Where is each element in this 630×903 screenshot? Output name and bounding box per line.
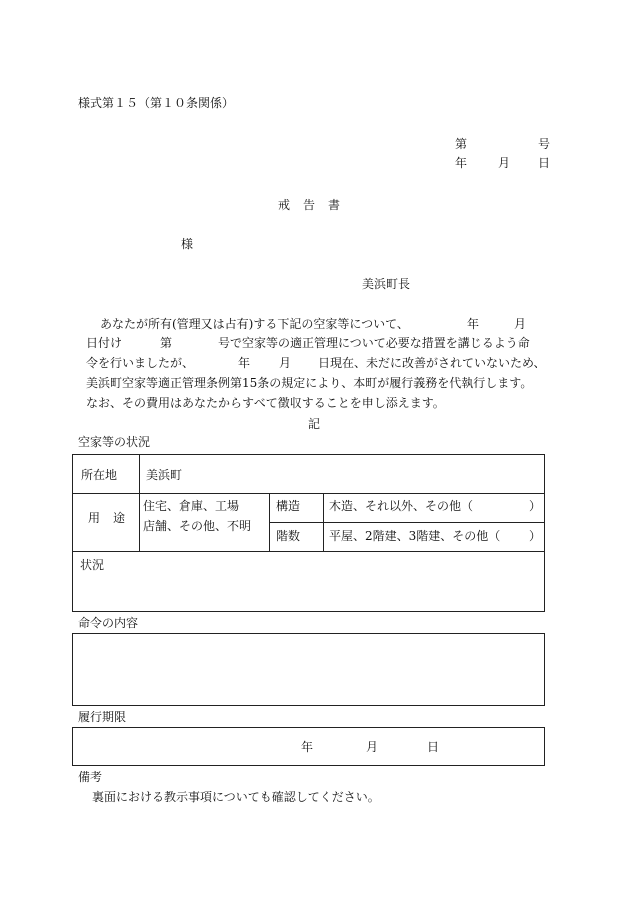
usage-line2: 店舗、その他、不明 xyxy=(143,519,252,533)
order-content-box xyxy=(72,633,545,706)
table-divider xyxy=(73,493,544,494)
doc-number-go: 号 xyxy=(538,137,551,151)
doc-date-day: 日 xyxy=(538,156,551,170)
remarks-text: 裏面における教示事項についても確認してください。 xyxy=(92,790,380,804)
usage-line1: 住宅、倉庫、工場 xyxy=(143,499,240,513)
body-line5: なお、その費用はあなたからすべて徴収することを申し添えます。 xyxy=(86,396,445,410)
structure-value: 木造、それ以外、その他（ xyxy=(329,499,474,513)
body-line1-month: 月 xyxy=(514,317,527,331)
structure-label: 構造 xyxy=(276,499,301,513)
doc-date-month: 月 xyxy=(498,156,511,170)
table-divider xyxy=(269,522,544,523)
usage-label: 用途 xyxy=(88,511,139,525)
issuer: 美浜町長 xyxy=(362,277,411,291)
body-line2-date-suffix: 日付け xyxy=(86,336,123,350)
body-line1-text: あなたが所有(管理又は占有)する下記の空家等について、 xyxy=(100,317,409,331)
status-section-title: 空家等の状況 xyxy=(78,435,151,449)
floors-value: 平屋、2階建、3階建、その他（ xyxy=(329,529,501,543)
deadline-section-title: 履行期限 xyxy=(78,710,127,724)
location-label: 所在地 xyxy=(81,468,118,482)
status-table xyxy=(72,454,545,612)
order-section-title: 命令の内容 xyxy=(78,616,139,630)
body-line3-year: 年 xyxy=(238,356,251,370)
body-line3-start: 令を行いましたが、 xyxy=(86,356,195,370)
document-title: 戒告書 xyxy=(278,198,354,212)
body-line3-month: 月 xyxy=(279,356,292,370)
floors-label: 階数 xyxy=(276,529,301,543)
form-number: 様式第１５（第１０条関係） xyxy=(78,96,235,110)
deadline-box xyxy=(72,727,545,766)
table-divider xyxy=(73,551,544,552)
structure-close: ） xyxy=(529,499,542,513)
body-line4: 美浜町空家等適正管理条例第15条の規定により、本町が履行義務を代執行します。 xyxy=(86,376,533,390)
table-divider xyxy=(139,455,140,551)
doc-number-dai: 第 xyxy=(455,137,468,151)
location-value: 美浜町 xyxy=(146,468,183,482)
body-line1-year: 年 xyxy=(467,317,480,331)
deadline-month: 月 xyxy=(366,740,379,754)
floors-close: ） xyxy=(529,529,542,543)
addressee-suffix: 様 xyxy=(181,237,194,251)
deadline-day: 日 xyxy=(427,740,440,754)
doc-date-year: 年 xyxy=(455,156,468,170)
condition-label: 状況 xyxy=(80,558,105,572)
ki-label: 記 xyxy=(308,417,321,431)
body-line3-rest: 日現在、未だに改善がされていないため、 xyxy=(318,356,546,370)
body-line2-dai: 第 xyxy=(160,336,173,350)
deadline-year: 年 xyxy=(301,740,314,754)
body-line2-rest: 号で空家等の適正管理について必要な措置を講じるよう命 xyxy=(218,336,530,350)
remarks-title: 備考 xyxy=(78,770,103,784)
